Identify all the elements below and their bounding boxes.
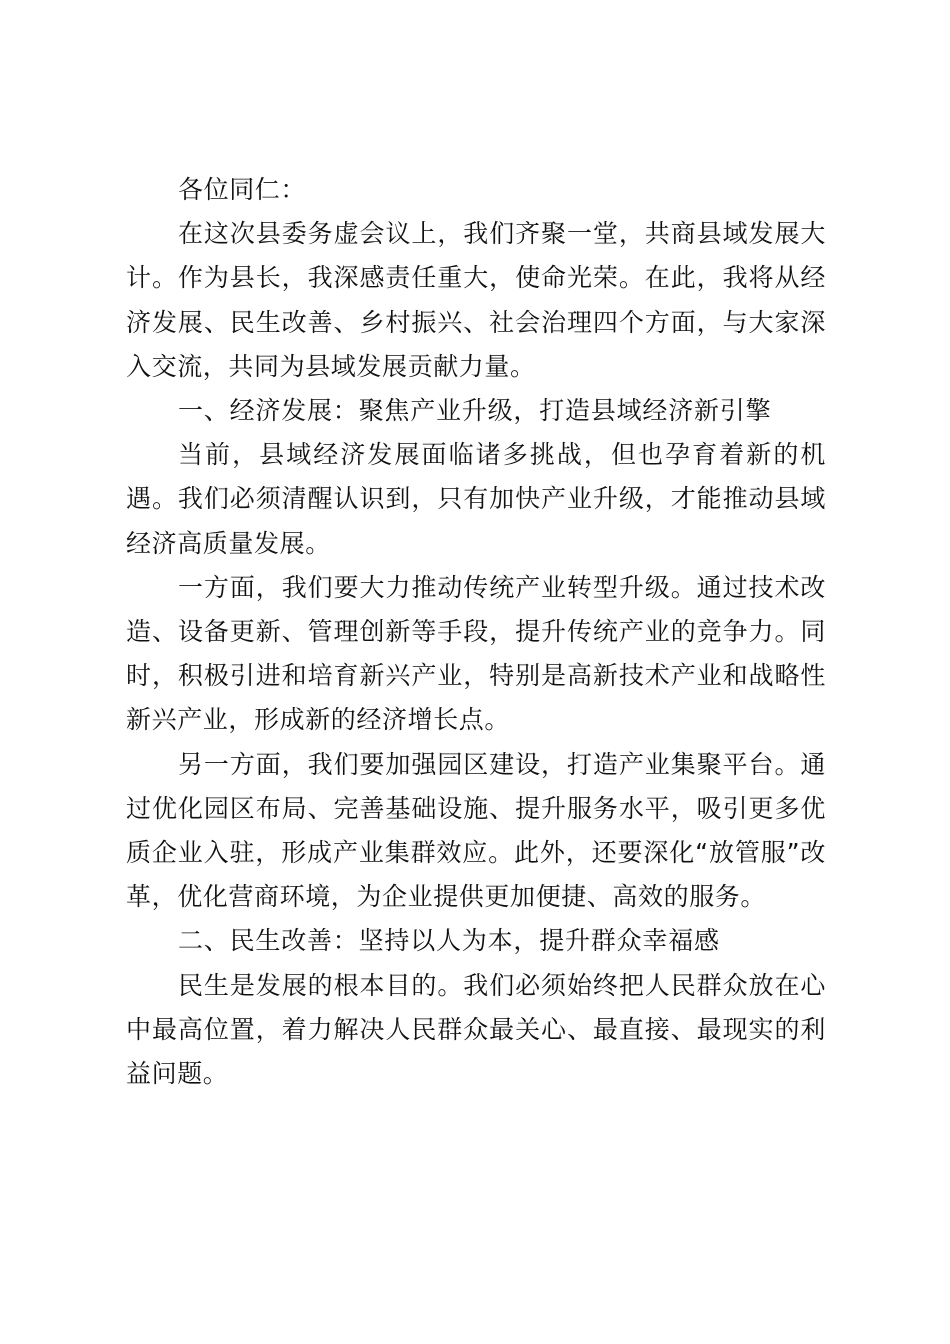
intro-paragraph: 在这次县委务虚会议上，我们齐聚一堂，共商县域发展大计。作为县长，我深感责任重大，使命光荣。在此，我将从经济发展、民生改善、乡村振兴、社会治理四个方面，与大家深入交流，共同为县域发展贡献力量。 bbox=[126, 219, 826, 381]
economy-paragraph-3: 另一方面，我们要加强园区建设，打造产业集聚平台。通过优化园区布局、完善基础设施、提升服务水平，吸引更多优质企业入驻，形成产业集群效应。此外，还要深化“放管服”改革，优化营商环境，为企业提供更加便捷、高效的服务。 bbox=[126, 749, 826, 912]
livelihood-paragraph-1: 民生是发展的根本目的。我们必须始终把人民群众放在心中最高位置，着力解决人民群众最关心、最直接、最现实的利益问题。 bbox=[126, 970, 826, 1089]
salutation: 各位同仁： bbox=[178, 175, 307, 204]
economy-paragraph-1: 当前，县域经济发展面临诸多挑战，但也孕育着新的机遇。我们必须清醒认识到，只有加快产业升级，才能推动县域经济高质量发展。 bbox=[126, 440, 826, 558]
section-heading-livelihood: 二、民生改善：坚持以人为本，提升群众幸福感 bbox=[178, 926, 720, 956]
document-body bbox=[126, 168, 826, 1096]
section-heading-economy: 一、经济发展：聚焦产业升级，打造县域经济新引擎 bbox=[178, 396, 772, 426]
economy-paragraph-2: 一方面，我们要大力推动传统产业转型升级。通过技术改造、设备更新、管理创新等手段，提升传统产业的竞争力。同时，积极引进和培育新兴产业，特别是高新技术产业和战略性新兴产业，形成新的经济增长点。 bbox=[126, 572, 826, 735]
